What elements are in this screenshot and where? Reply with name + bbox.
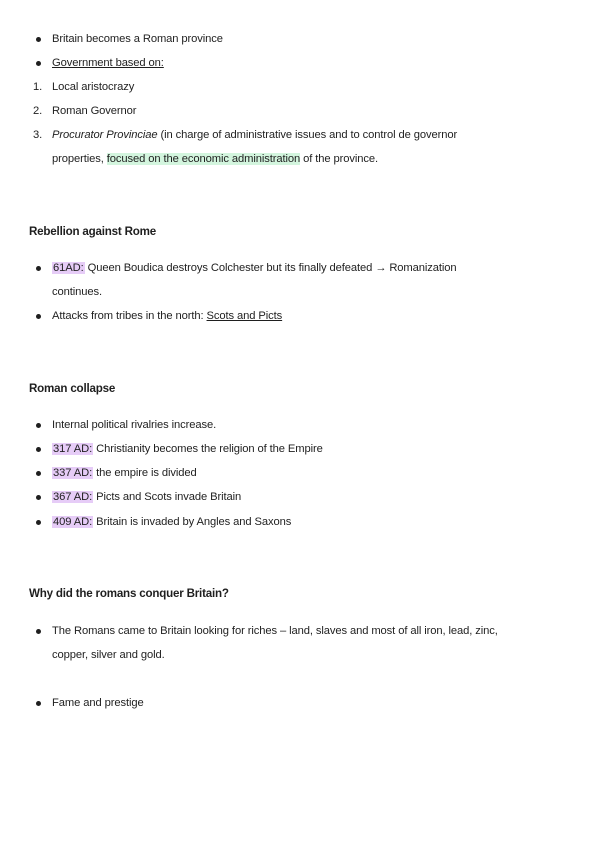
list-item: Fame and prestige [52,697,144,709]
list-item: Government based on: [52,57,164,69]
text-segment: Queen Boudica destroys Colchester but its finally defeated → Romanization [84,262,457,274]
bullet-dot [36,314,41,319]
date-highlight: 317 AD: [53,443,93,455]
list-number: 3. [33,129,43,141]
date-highlight: 367 AD: [53,491,93,503]
list-number: 2. [33,105,43,117]
section-heading: Rebellion against Rome [29,225,157,238]
list-item: Internal political rivalries increase. [52,419,217,431]
list-item-continuation: continues. [52,286,102,298]
text-segment: Attacks from tribes in the north: [52,310,207,322]
list-item-continuation: copper, silver and gold. [52,649,165,661]
list-item [52,442,323,456]
bullet-dot [36,61,41,66]
list-item [52,490,241,504]
section-heading: Why did the romans conquer Britain? [29,587,229,600]
text-segment: (in charge of administrative issues and to control de governor [157,129,458,141]
text-segment: the empire is divided [93,467,197,479]
bullet-dot [36,629,41,634]
bullet-dot [36,495,41,500]
bullet-dot [36,447,41,452]
list-item-continuation [52,152,378,166]
list-number: 1. [33,81,43,93]
text-segment: of the province. [300,153,379,165]
list-item: Local aristocrazy [52,81,135,93]
date-highlight: 337 AD: [53,467,93,479]
underlined-text: Scots and Picts [206,310,283,322]
list-item [52,466,197,480]
list-item [52,515,291,529]
list-item [52,261,457,275]
date-highlight: 61AD: [53,262,84,274]
list-item: The Romans came to Britain looking for riches – land, slaves and most of all iron, lead, zinc, [52,625,498,637]
date-highlight: 409 AD: [53,516,93,528]
text-segment: Picts and Scots invade Britain [93,491,242,503]
text-segment: Christianity becomes the religion of the Empire [93,443,323,455]
bullet-dot [36,266,41,271]
text-segment: properties, [52,153,107,165]
list-item: Roman Governor [52,105,137,117]
bullet-dot [36,37,41,42]
list-item [52,309,282,323]
bullet-dot [36,471,41,476]
highlighted-text: focused on the economic administration [106,153,301,165]
italic-term: Procurator Provinciae [52,129,158,141]
text-segment: Britain is invaded by Angles and Saxons [93,516,292,528]
list-item [52,128,457,142]
bullet-dot [36,701,41,706]
bullet-dot [36,520,41,525]
list-item: Britain becomes a Roman province [52,33,223,45]
bullet-dot [36,423,41,428]
section-heading: Roman collapse [29,382,116,395]
